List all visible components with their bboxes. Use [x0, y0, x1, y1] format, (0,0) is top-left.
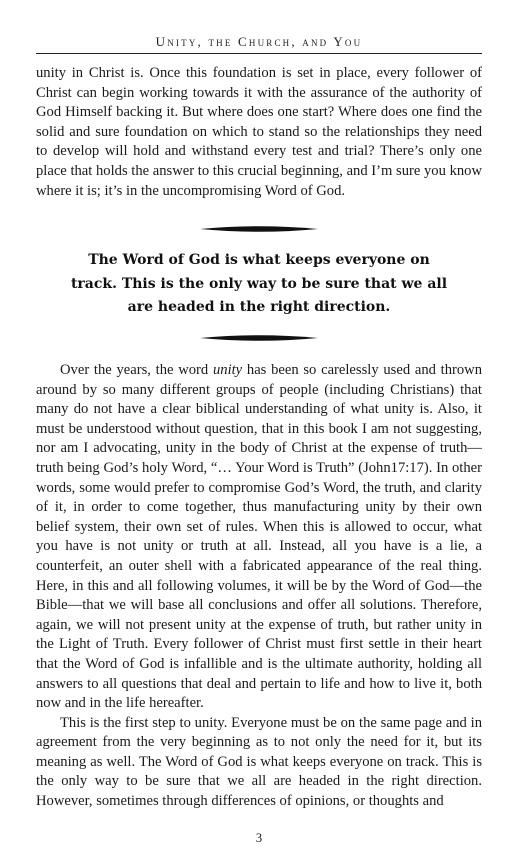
header-rule — [36, 53, 482, 54]
body-paragraph-2: This is the first step to unity. Everyone must be on the same page and in agreement from the very beginning as to not only the need for it, but its meaning as well. The Word of God is what keeps everyone on track. This is the only way to be sure that we all are headed in the right direction. However, sometimes through differences of opinions, or thoughts and — [36, 714, 482, 810]
paragraph-1-text-rest: has been so carelessly used and thrown around by so many different groups of people (including Christians) that many do not have a clear biblical understanding of what unity is. Also, it must be understood without question, that in this book I am not suggesting, nor am I advocating, unity in the body of Christ at the expense of truth—truth being God’s holy Word, “… Your Word is Truth” (John17:17). In other words, some would prefer to compromise God’s Word, the truth, and clarity of it, in order to come together, thus manufacturing unity by their own belief system, their own set of rules. When this is allowed to occur, what you have is not unity or truth at all. Instead, all you have is a lie, a counterfeit, an outer shell with a fabricated appearance of the real thing. Here, in this and all following volumes, it will be by the Word of God—the Bible—that we will base all conclusions and offer all solutions. Therefore, again, we will not present unity at the expense of truth, but rather unity in the Light of Truth. Every follower of Christ must first settle in their heart that the Word of God is infallible and is the ultimate authority, holding all answers to all questions that deal and pertain to life and how to live it, both now and in the life hereafter. — [36, 362, 483, 712]
emphasis-unity: unity — [212, 362, 243, 378]
page-number: 3 — [255, 831, 263, 845]
intro-paragraph: unity in Christ is. Once this foundation is set in place, every follower of Christ can begin working towards it with the assurance of the authority of God Himself backing it. But where does one start? Where does one find the solid and sure foundation on which to stand so the relationships they need to develop will hold and withstand every test and trial? There’s only one place that holds the answer to this crucial beginning, and I’m sure you know where it is; it’s in the uncompromising Word of God. — [36, 65, 482, 199]
body-text — [36, 361, 482, 812]
body-paragraph-1 — [36, 361, 482, 714]
ornament-divider-top — [200, 225, 318, 233]
paragraph-1-text-start: Over the years, the word — [60, 362, 213, 378]
ornament-divider-bottom — [200, 334, 318, 342]
running-head: Unity, the Church, and You — [155, 34, 363, 49]
pull-quote: The Word of God is what keeps everyone on track. This is the only way to be sure that we all are headed in the right direction. — [70, 252, 448, 315]
